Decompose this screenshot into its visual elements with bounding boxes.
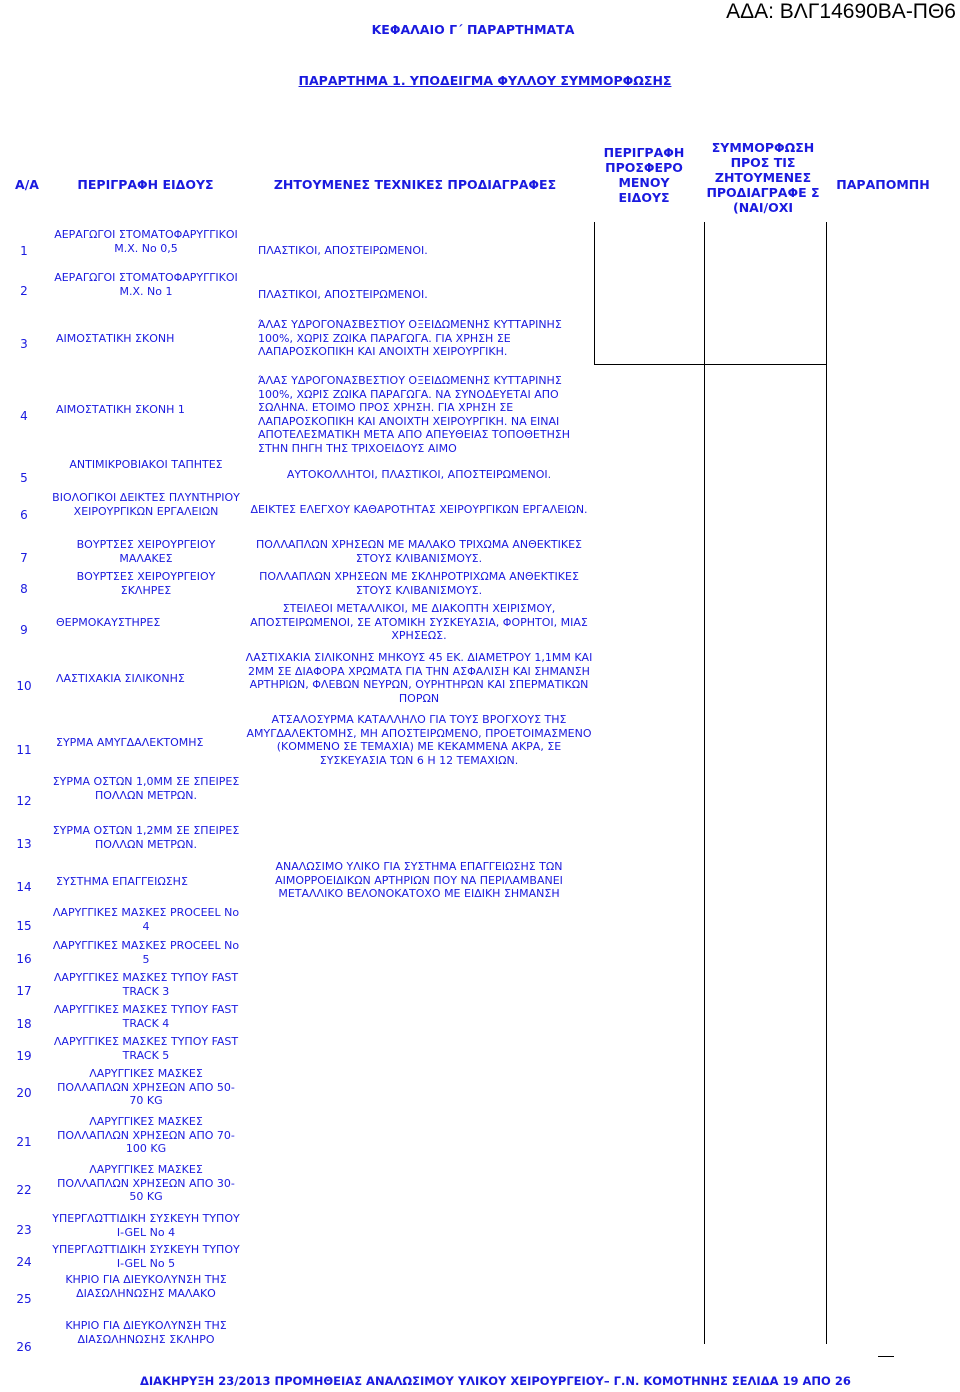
grid-line xyxy=(594,222,595,364)
item-description: ΛΑΡΥΓΓΙΚΕΣ ΜΑΣΚΕΣ PROCEEL Νο 4 xyxy=(52,906,240,933)
item-spec: ΛΑΣΤΙΧΑΚΙΑ ΣΙΛΙΚΟΝΗΣ ΜΗΚΟΥΣ 45 ΕΚ. ΔΙΑΜΕΤΡΟΥ 1,1ΜΜ ΚΑΙ 2ΜΜ ΣΕ ΔΙΑΦΟΡΑ ΧΡΩΜΑΤΑ ΓΙΑ ΤΗΝ ΑΣΦΑΛΙΣΗ ΚΑΙ ΣΗΜΑΝΣΗ ΑΡΤΗΡΙΩΝ, ΦΛΕΒΩΝ ΝΕΥΡΩΝ, ΟΥΡΗΤΗΡΩΝ ΚΑΙ ΣΠΕΡΜΑΤΙΚΩΝ ΠΟΡΩΝ xyxy=(245,651,593,705)
row-number: 14 xyxy=(16,880,32,894)
item-description: ΘΕΡΜΟΚΑΥΣΤΗΡΕΣ xyxy=(56,616,161,629)
row-number: 18 xyxy=(16,1017,32,1031)
item-description: ΑΙΜΟΣΤΑΤΙΚΗ ΣΚΟΝΗ 1 xyxy=(56,403,185,416)
item-description: ΛΑΡΥΓΓΙΚΕΣ ΜΑΣΚΕΣ ΠΟΛΛΑΠΛΩΝ ΧΡΗΣΕΩΝ ΑΠΟ 30-50 KG xyxy=(57,1163,235,1203)
row-number: 7 xyxy=(20,551,28,565)
item-spec: ΑΥΤΟΚΟΛΛΗΤΟΙ, ΠΛΑΣΤΙΚΟΙ, ΑΠΟΣΤΕΙΡΩΜΕΝΟΙ. xyxy=(286,468,552,481)
row-number: 15 xyxy=(16,919,32,933)
item-description: ΑΕΡΑΓΩΓΟΙ ΣΤΟΜΑΤΟΦΑΡΥΓΓΙΚΟΙ Μ.Χ. Νο 0,5 xyxy=(54,228,238,255)
row-number: 22 xyxy=(16,1183,32,1197)
row-number: 19 xyxy=(16,1049,32,1063)
item-description: ΚΗΡΙΟ ΓΙΑ ΔΙΕΥΚΟΛΥΝΣΗ ΤΗΣ ΔΙΑΣΩΛΗΝΩΣΗΣ ΜΑΛΑΚΟ xyxy=(65,1273,227,1300)
item-description: ΒΙΟΛΟΓΙΚΟΙ ΔΕΙΚΤΕΣ ΠΛΥΝΤΗΡΙΟΥ ΧΕΙΡΟΥΡΓΙΚΩΝ ΕΡΓΑΛΕΙΩΝ xyxy=(52,491,240,518)
item-description: ΑΝΤΙΜΙΚΡΟΒΙΑΚΟΙ ΤΑΠΗΤΕΣ xyxy=(69,458,223,471)
col-header-aa: Α/Α xyxy=(15,177,39,192)
row-number: 2 xyxy=(20,284,28,298)
row-number: 4 xyxy=(20,409,28,423)
item-description: ΑΕΡΑΓΩΓΟΙ ΣΤΟΜΑΤΟΦΑΡΥΓΓΙΚΟΙ Μ.Χ. Νο 1 xyxy=(54,271,238,298)
item-spec: ΠΛΑΣΤΙΚΟΙ, ΑΠΟΣΤΕΙΡΩΜΕΝΟΙ. xyxy=(258,244,428,257)
item-description: ΛΑΡΥΓΓΙΚΕΣ ΜΑΣΚΕΣ PROCEEL Νο 5 xyxy=(52,939,240,966)
item-spec: ΑΝΑΛΩΣΙΜΟ ΥΛΙΚΟ ΓΙΑ ΣΥΣΤΗΜΑ ΕΠΑΓΓΕΙΩΣΗΣ ΤΩΝ ΑΙΜΟΡΡΟΕΙΔΙΚΩΝ ΑΡΤΗΡΙΩΝ ΠΟΥ ΝΑ ΠΕΡΙΛΑΜΒΑΝΕΙ ΜΕΤΑΛΛΙΚΟ ΒΕΛΟΝΟΚΑΤΟΧΟ ΜΕ ΕΙΔΙΚΗ ΣΗΜΑΝΣΗ xyxy=(275,860,563,900)
col-header-offered: ΠΕΡΙΓΡΑΦΗ ΠΡΟΣΦΕΡΟ ΜΕΝΟΥ ΕΙΔΟΥΣ xyxy=(603,145,685,205)
item-description: ΚΗΡΙΟ ΓΙΑ ΔΙΕΥΚΟΛΥΝΣΗ ΤΗΣ ΔΙΑΣΩΛΗΝΩΣΗΣ ΣΚΛΗΡΟ xyxy=(65,1319,227,1346)
col-header-specs: ΖΗΤΟΥΜΕΝΕΣ ΤΕΧΝΙΚΕΣ ΠΡΟΔΙΑΓΡΑΦΕΣ xyxy=(273,177,557,192)
item-description: ΑΙΜΟΣΤΑΤΙΚΗ ΣΚΟΝΗ xyxy=(56,332,175,345)
item-description: ΛΑΡΥΓΓΙΚΕΣ ΜΑΣΚΕΣ ΠΟΛΛΑΠΛΩΝ ΧΡΗΣΕΩΝ ΑΠΟ 70-100 KG xyxy=(57,1115,235,1155)
item-spec: ΆΛΑΣ ΥΔΡΟΓΟΝΑΣΒΕΣΤΙΟΥ ΟΞΕΙΔΩΜΕΝΗΣ ΚΥΤΤΑΡΙΝΗΣ 100%, ΧΩΡΙΣ ΖΩΙΚΑ ΠΑΡΑΓΩΓΑ. ΝΑ ΣΥΝΟΔΕΥΕΤΑΙ ΑΠΟ ΣΩΛΗΝΑ. ΕΤΟΙΜΟ ΠΡΟΣ ΧΡΗΣΗ. ΓΙΑ ΧΡΗΣΗ ΣΕ ΛΑΠΑΡΟΣΚΟΠΙΚΗ ΚΑΙ ΑΝΟΙΧΤΗ ΧΕΙΡΟΥΡΓΙΚΗ. ΝΑ ΕΙΝΑΙ ΑΠΟΤΕΛΕΣΜΑΤΙΚΗ ΜΕΤΑ ΑΠΟ ΑΠΕΥΘΕΙΑΣ ΤΟΠΟΘΕΤΗΣΗ ΣΤΗΝ ΠΗΓΗ ΤΗΣ ΤΡΙΧΟΕΙΔΟΥΣ ΑΙΜΟ xyxy=(258,374,571,455)
row-number: 1 xyxy=(20,244,28,258)
item-description: ΛΑΡΥΓΓΙΚΕΣ ΜΑΣΚΕΣ ΤΥΠΟΥ FAST TRACK 5 xyxy=(53,1035,239,1062)
row-number: 13 xyxy=(16,837,32,851)
row-number: 16 xyxy=(16,952,32,966)
item-description: ΛΑΡΥΓΓΙΚΕΣ ΜΑΣΚΕΣ ΠΟΛΛΑΠΛΩΝ ΧΡΗΣΕΩΝ ΑΠΟ 50-70 KG xyxy=(57,1067,235,1107)
item-description: ΣΥΣΤΗΜΑ ΕΠΑΓΓΕΙΩΣΗΣ xyxy=(56,875,188,888)
row-number: 12 xyxy=(16,794,32,808)
row-number: 10 xyxy=(16,679,32,693)
item-description: ΛΑΣΤΙΧΑΚΙΑ ΣΙΛΙΚΟΝΗΣ xyxy=(56,672,185,685)
item-spec: ΠΟΛΛΑΠΛΩΝ ΧΡΗΣΕΩΝ ΜΕ ΣΚΛΗΡΟΤΡΙΧΩΜΑ ΑΝΘΕΚΤΙΚΕΣ ΣΤΟΥΣ ΚΛΙΒΑΝΙΣΜΟΥΣ. xyxy=(259,570,579,597)
grid-line xyxy=(594,364,826,365)
annex-title: ΠΑΡΑΡΤΗΜΑ 1. ΥΠΟΔΕΙΓΜΑ ΦΥΛΛΟΥ ΣΥΜΜΟΡΦΩΣΗΣ xyxy=(298,73,672,88)
item-spec: ΆΛΑΣ ΥΔΡΟΓΟΝΑΣΒΕΣΤΙΟΥ ΟΞΕΙΔΩΜΕΝΗΣ ΚΥΤΤΑΡΙΝΗΣ 100%, ΧΩΡΙΣ ΖΩΙΚΑ ΠΑΡΑΓΩΓΑ. ΓΙΑ ΧΡΗΣΗ ΣΕ ΛΑΠΑΡΟΣΚΟΠΙΚΗ ΚΑΙ ΑΝΟΙΧΤΗ ΧΕΙΡΟΥΡΓΙΚΗ. xyxy=(258,318,562,358)
item-description: ΛΑΡΥΓΓΙΚΕΣ ΜΑΣΚΕΣ ΤΥΠΟΥ FAST TRACK 4 xyxy=(53,1003,239,1030)
item-description: ΣΥΡΜΑ ΑΜΥΓΔΑΛΕΚΤΟΜΗΣ xyxy=(56,736,204,749)
row-number: 11 xyxy=(16,743,32,757)
item-description: ΛΑΡΥΓΓΙΚΕΣ ΜΑΣΚΕΣ ΤΥΠΟΥ FAST TRACK 3 xyxy=(53,971,239,998)
ada-identifier: ΑΔΑ: ΒΛΓ14690ΒΑ-ΠΘ6 xyxy=(726,0,956,23)
row-number: 25 xyxy=(16,1292,32,1306)
row-number: 23 xyxy=(16,1223,32,1237)
item-description: ΒΟΥΡΤΣΕΣ ΧΕΙΡΟΥΡΓΕΙΟΥ ΜΑΛΑΚΕΣ xyxy=(76,538,216,565)
item-description: ΣΥΡΜΑ ΟΣΤΩΝ 1,2ΜΜ ΣΕ ΣΠΕΙΡΕΣ ΠΟΛΛΩΝ ΜΕΤΡΩΝ. xyxy=(52,824,240,851)
row-number: 21 xyxy=(16,1135,32,1149)
page-footer: ΔΙΑΚΗΡΥΞΗ 23/2013 ΠΡΟΜΗΘΕΙΑΣ ΑΝΑΛΩΣΙΜΟΥ ΥΛΙΚΟΥ ΧΕΙΡΟΥΡΓΕΙΟΥ– Γ.Ν. ΚΟΜΟΤΗΝΗΣ ΣΕΛΙΔΑ 19 ΑΠΟ 26 xyxy=(140,1374,851,1388)
col-header-description: ΠΕΡΙΓΡΑΦΗ ΕΙΔΟΥΣ xyxy=(77,177,214,192)
item-spec: ΣΤΕΙΛΕΟΙ ΜΕΤΑΛΛΙΚΟΙ, ΜΕ ΔΙΑΚΟΠΤΗ ΧΕΙΡΙΣΜΟΥ, ΑΠΟΣΤΕΙΡΩΜΕΝΟΙ, ΣΕ ΑΤΟΜΙΚΗ ΣΥΣΚΕΥΑΣΙΑ, ΦΟΡΗΤΟΙ, ΜΙΑΣ ΧΡΗΣΕΩΣ. xyxy=(250,602,588,642)
row-number: 3 xyxy=(20,337,28,351)
row-number: 9 xyxy=(20,623,28,637)
grid-line xyxy=(704,222,705,1344)
col-header-reference: ΠΑΡΑΠΟΜΠΗ xyxy=(836,177,930,192)
item-description: ΥΠΕΡΓΛΩΤΤΙΔΙΚΗ ΣΥΣΚΕΥΗ ΤΥΠΟΥ I-GEL Νο 5 xyxy=(52,1243,240,1270)
row-number: 24 xyxy=(16,1255,32,1269)
row-number: 26 xyxy=(16,1340,32,1354)
item-spec: ΠΛΑΣΤΙΚΟΙ, ΑΠΟΣΤΕΙΡΩΜΕΝΟΙ. xyxy=(258,288,428,301)
row-number: 8 xyxy=(20,582,28,596)
grid-line xyxy=(826,222,827,1344)
chapter-title: ΚΕΦΑΛΑΙΟ Γ΄ ΠΑΡΑΡΤΗΜΑΤΑ xyxy=(371,22,575,37)
row-number: 6 xyxy=(20,508,28,522)
item-description: ΣΥΡΜΑ ΟΣΤΩΝ 1,0ΜΜ ΣΕ ΣΠΕΙΡΕΣ ΠΟΛΛΩΝ ΜΕΤΡΩΝ. xyxy=(52,775,240,802)
item-description: ΒΟΥΡΤΣΕΣ ΧΕΙΡΟΥΡΓΕΙΟΥ ΣΚΛΗΡΕΣ xyxy=(76,570,216,597)
item-spec: ΔΕΙΚΤΕΣ ΕΛΕΓΧΟΥ ΚΑΘΑΡΟΤΗΤΑΣ ΧΕΙΡΟΥΡΓΙΚΩΝ ΕΡΓΑΛΕΙΩΝ. xyxy=(250,503,588,516)
item-spec: ΑΤΣΑΛΟΣΥΡΜΑ ΚΑΤΑΛΛΗΛΟ ΓΙΑ ΤΟΥΣ ΒΡΟΓΧΟΥΣ ΤΗΣ ΑΜΥΓΔΑΛΕΚΤΟΜΗΣ, ΜΗ ΑΠΟΣΤΕΙΡΩΜΕΝΟ, ΠΡΟΕΤΟΙΜΑΣΜΕΝΟ (ΚΟΜΜΕΝΟ ΣΕ ΤΕΜΑΧΙΑ) ΜΕ ΚΕΚΑΜΜΕΝΑ ΑΚΡΑ, ΣΕ ΣΥΣΚΕΥΑΣΙΑ ΤΩΝ 6 Η 12 ΤΕΜΑΧΙΩΝ. xyxy=(246,713,592,767)
item-spec: ΠΟΛΛΑΠΛΩΝ ΧΡΗΣΕΩΝ ΜΕ ΜΑΛΑΚΟ ΤΡΙΧΩΜΑ ΑΝΘΕΚΤΙΚΕΣ ΣΤΟΥΣ ΚΛΙΒΑΝΙΣΜΟΥΣ. xyxy=(256,538,582,565)
row-number: 17 xyxy=(16,984,32,998)
footer-divider xyxy=(878,1356,894,1357)
col-header-compliance: ΣΥΜΜΟΡΦΩΣΗ ΠΡΟΣ ΤΙΣ ΖΗΤΟΥΜΕΝΕΣ ΠΡΟΔΙΑΓΡΑΦΕ Σ (ΝΑΙ/ΟΧΙ xyxy=(706,140,820,215)
row-number: 5 xyxy=(20,471,28,485)
item-description: ΥΠΕΡΓΛΩΤΤΙΔΙΚΗ ΣΥΣΚΕΥΗ ΤΥΠΟΥ I-GEL Νο 4 xyxy=(52,1212,240,1239)
row-number: 20 xyxy=(16,1086,32,1100)
